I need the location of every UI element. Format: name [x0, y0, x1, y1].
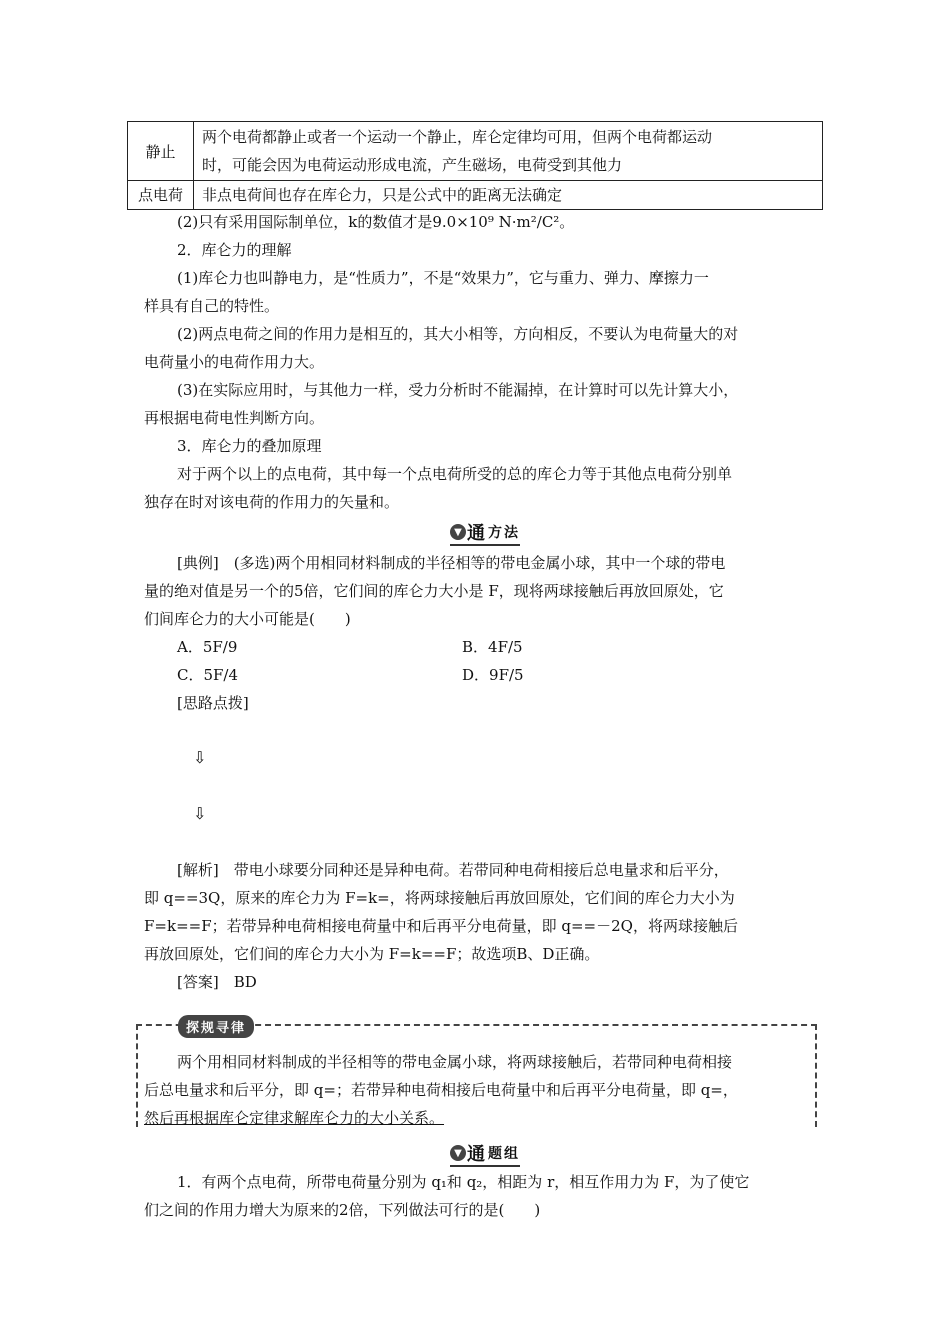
section-3-title: 3．库仑力的叠加原理	[177, 437, 322, 455]
section-2-p1: (1)库仑力也叫静电力，是“性质力”，不是“效果力”，它与重力、弹力、摩擦力一	[177, 269, 709, 287]
badge-arrow-icon: ▼	[450, 524, 466, 540]
comparison-table	[127, 121, 823, 210]
exercise-question-2: 们之间的作用力增大为原来的2倍，下列做法可行的是( )	[144, 1201, 541, 1219]
down-arrow-icon: ⇩	[193, 804, 207, 823]
note-2: (2)只有采用国际制单位，k的数值才是9.0×10⁹ N·m²/C²。	[177, 213, 575, 231]
example-text-2: 量的绝对值是另一个的5倍，它们间的库仑力大小是 F，现将两球接触后再放回原处，它	[144, 582, 724, 600]
table-key-static: 静止	[128, 122, 194, 181]
section-3-text: 对于两个以上的点电荷，其中每一个点电荷所受的总的库仑力等于其他点电荷分别单	[177, 465, 733, 483]
down-arrow-icon: ⇩	[193, 748, 207, 767]
tip-text-2: 后总电量求和后平分，即 q=；若带异种电荷相接后电荷量中和后再平分电荷量，即 q=，	[144, 1081, 738, 1099]
section-2-title: 2．库仑力的理解	[177, 241, 292, 259]
tip-text: 两个用相同材料制成的半径相等的带电金属小球，将两球接触后，若带同种电荷相接	[177, 1053, 733, 1071]
section-2-p3-cont: 再根据电荷电性判断方向。	[144, 409, 325, 427]
table-key-point-charge: 点电荷	[128, 181, 194, 210]
hint-label: [思路点拨]	[177, 694, 249, 712]
section-2-p3: (3)在实际应用时，与其他力一样，受力分析时不能漏掉，在计算时可以先计算大小，	[177, 381, 739, 399]
solution-text-2: 即 q==3Q，原来的库仑力为 F=k=，将两球接触后再放回原处，它们间的库仑力大小为	[144, 889, 735, 907]
table-value-point-charge: 非点电荷间也存在库仑力，只是公式中的距离无法确定	[194, 181, 823, 210]
tip-text-3: 然后再根据库仑定律求解库仑力的大小关系。	[144, 1109, 445, 1127]
option-a: A．5F/9	[177, 638, 238, 656]
solution-text: [解析] 带电小球要分同种还是异种电荷。若带同种电荷相接后总电量求和后平分，	[177, 861, 729, 879]
table-value-static: 两个电荷都静止或者一个运动一个静止，库仑定律均可用，但两个电荷都运动 时，可能会因为电荷运动形成电流，产生磁场，电荷受到其他力	[194, 122, 823, 181]
option-b: B．4F/5	[462, 638, 523, 656]
exercise-question: 1．有两个点电荷，所带电荷量分别为 q₁和 q₂，相距为 r，相互作用力为 F，为了使它	[177, 1173, 750, 1191]
answer: [答案] BD	[177, 973, 257, 991]
section-2-p2-cont: 电荷量小的电荷作用力大。	[144, 353, 325, 371]
method-badge: ▼ 通 方法	[450, 521, 520, 543]
option-d: D．9F/5	[462, 666, 524, 684]
solution-text-4: 再放回原处，它们间的库仑力大小为 F=k==F；故选项B、D正确。	[144, 945, 600, 963]
example-text: [典例] (多选)两个用相同材料制成的半径相等的带电金属小球，其中一个球的带电	[177, 554, 726, 572]
solution-text-3: F=k==F；若带异种电荷相接电荷量中和后再平分电荷量，即 q==－2Q，将两球接触后	[144, 917, 738, 935]
exercise-badge: ▼ 通 题组	[450, 1142, 520, 1164]
option-c: C．5F/4	[177, 666, 239, 684]
tip-label: 探规寻律	[178, 1015, 254, 1038]
section-3-text-cont: 独存在时对该电荷的作用力的矢量和。	[144, 493, 400, 511]
section-2-p1-cont: 样具有自己的特性。	[144, 297, 280, 315]
example-text-3: 们间库仑力的大小可能是( )	[144, 610, 351, 628]
section-2-p2: (2)两点电荷之间的作用力是相互的，其大小相等，方向相反，不要认为电荷量大的对	[177, 325, 739, 343]
badge-arrow-icon: ▼	[450, 1145, 466, 1161]
